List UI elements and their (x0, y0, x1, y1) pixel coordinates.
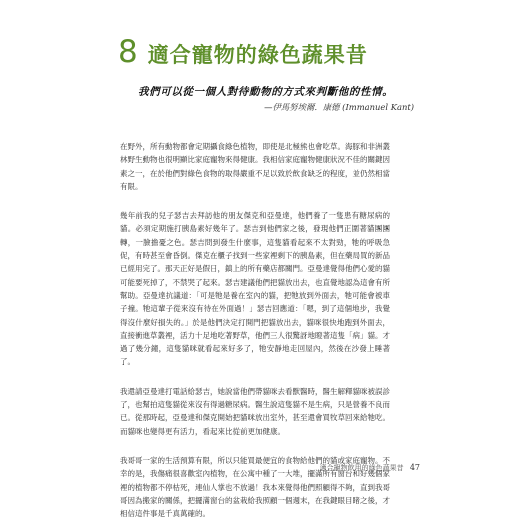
epigraph-quote: 我們可以從一個人對待動物的方式來判斷他的性情。 (138, 86, 394, 98)
page-number: 47 (409, 463, 420, 472)
paragraph: 幾年前我的兒子瑟吉去拜訪他的朋友傑克和亞曼達，他們養了一隻患有糖尿病的貓。必須定期施打胰島素好幾年了。瑟吉到他們家之後，發現他們正圍著貓團團轉，一臉擔憂之色。瑟吉問到發生什麼事，這隻貓看起來不太對勁，牠的呼吸急促，有時甚至會昏倒。傑克在櫃子找到一些家裡剩下的胰島素，但在藥局買的新品已經用完了。那天正好是假日，鎮上的所有藥店都關門。亞曼達覺得他們心愛的貓可能要死掉了，不禁哭了起來。瑟吉建議他們把貓放出去，也直覺地認為這會有所幫助。亞曼達抗議道：「可是牠是養在室內的貓，把牠放到外面去，牠可能會被車子撞。牠這輩子從來沒有待在外面過！」瑟吉回應道：「嗯，到了這個地步，我覺得沒什麼好損失的。」於是他們決定打開門把貓放出去，貓咪很快地跑到外面去，直接衝進草叢裡，活力十足地吃著野草，他們三人很驚訝地瞪著這隻「病」貓。才過了幾分鐘，這隻貓咪就看起來好多了，牠安靜地走回屋內，然後在沙發上睡著了。 (120, 211, 390, 367)
chapter-title: 適合寵物的綠色蔬果昔 (147, 43, 368, 67)
chapter-heading (118, 34, 368, 70)
paragraph: 我還請亞曼達打電話給瑟吉，她說當他們帶貓咪去看獸醫時，醫生解釋貓咪被誤診了，也幫拍這隻貓從來沒有得過糖尿病。醫生說這隻貓不是生病，只是營養不良而已。從那時起，亞曼達和傑克開始把貓咪放出室外，甚至還會買牧草回來給牠吃。而貓咪也變得更有活力，看起來比從前更加健康。 (120, 386, 390, 436)
paragraph: 在野外，所有動物都會定期攝食綠色植物，即使是北極熊也會吃草。海豚和非洲叢林野生動物也很明顯比家庭寵物來得健康。我相信家庭寵物健康狀況不佳的關鍵因素之一，在於他們對綠色食物的取得嚴重不足以致於飲食缺乏的程度，並仍然相當有限。 (120, 142, 390, 191)
running-title: 適合寵物飲用的綠色蔬果昔 (319, 464, 404, 472)
paragraph: 我哥哥一家的生活預算有限，所以只能買最便宜的食物給他們的貓或家庭寵物。不幸的是，我傷痛很喜歡室內植物，在公寓中種了一大堆，擺滿所有窗台和好幾個家裡的植物都不停枯死，連仙人掌也不放過！我本來覺得他們照顧得不夠，直到我哥哥因為搬家的關係，把擺滿窗台的盆栽給我照顧一個週末，在我鍵眼目睹之後，才相信這件事是千真萬確的。 (120, 455, 390, 519)
chapter-number: 8 (118, 34, 138, 70)
epigraph-attribution: —伊馬努埃爾．康德 (Immanuel Kant) (264, 102, 414, 112)
page-footer (300, 463, 420, 473)
